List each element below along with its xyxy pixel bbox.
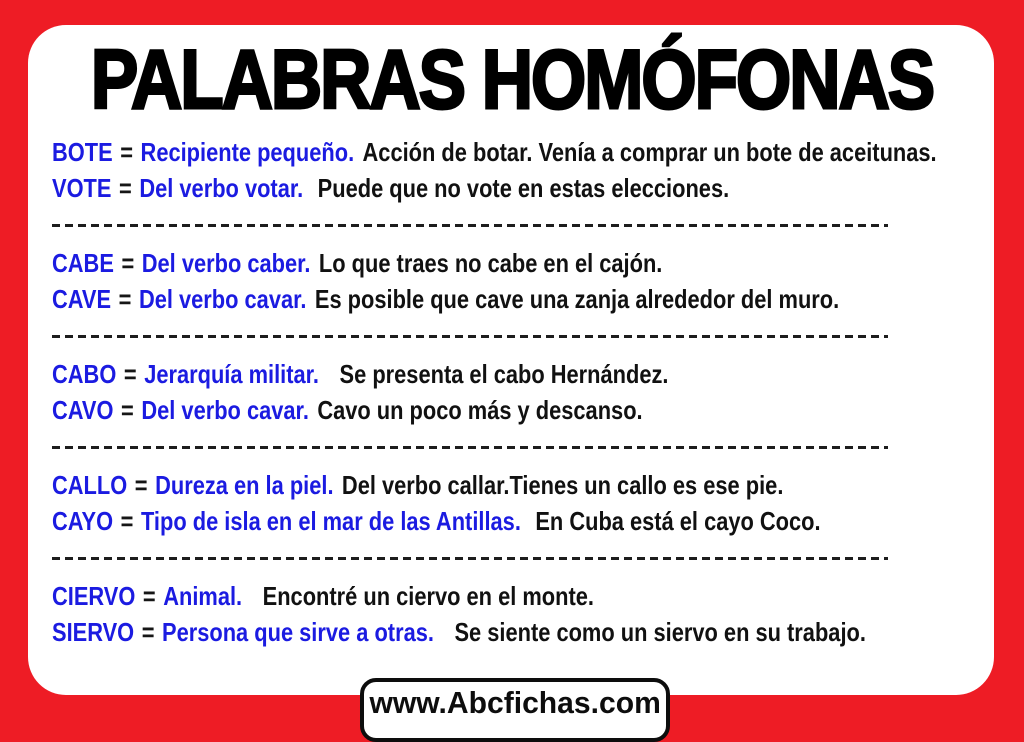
equals-sign: = [123, 358, 137, 389]
homophone-line [52, 170, 994, 206]
equals-sign: = [118, 283, 132, 314]
equals-sign: = [121, 247, 135, 278]
page-title-wrap [0, 34, 1024, 126]
term-example: Del verbo callar.Tienes un callo es ese pie. [341, 469, 784, 500]
homophone-group [52, 578, 994, 650]
dashed-divider [52, 557, 888, 560]
term-word: CABO [52, 358, 117, 389]
equals-sign: = [121, 394, 134, 425]
term-definition: Recipiente pequeño. [140, 136, 355, 167]
term-word: VOTE [52, 172, 112, 203]
homophone-group [52, 245, 994, 338]
term-word: SIERVO [52, 616, 135, 647]
term-definition: Tipo de isla en el mar de las Antillas. [140, 505, 521, 536]
homophone-line [52, 503, 994, 539]
homophone-group [52, 356, 994, 449]
term-definition: Del verbo cavar. [138, 283, 307, 314]
term-example: Puede que no vote en estas elecciones. [311, 172, 730, 203]
page-title: PALABRAS HOMÓFONAS [90, 33, 934, 127]
homophone-line [52, 134, 994, 170]
term-example: Lo que traes no cabe en el cajón. [318, 247, 663, 278]
term-example: Cavo un poco más y descanso. [317, 394, 643, 425]
dashed-divider [52, 335, 888, 338]
equals-sign: = [141, 616, 155, 647]
equals-sign: = [120, 505, 134, 536]
term-example: Se presenta el cabo Hernández. [327, 358, 669, 389]
homophone-list [52, 134, 994, 650]
term-definition: Persona que sirve a otras. [162, 616, 434, 647]
term-word: CALLO [52, 469, 128, 500]
website-url: www.Abcfichas.com [369, 685, 661, 720]
term-definition: Jerarquía militar. [144, 358, 320, 389]
homophone-line [52, 614, 994, 650]
term-example: Se siente como un siervo en su trabajo. [442, 616, 866, 647]
homophone-group [52, 467, 994, 560]
homophone-line [52, 281, 994, 317]
dashed-divider [52, 446, 888, 449]
equals-sign: = [134, 469, 148, 500]
term-definition: Del verbo cavar. [141, 394, 309, 425]
term-example: Encontré un ciervo en el monte. [250, 580, 594, 611]
homophone-line [52, 356, 994, 392]
term-word: CABE [52, 247, 114, 278]
term-definition: Animal. [163, 580, 243, 611]
term-word: CAYO [52, 505, 114, 536]
website-badge [360, 678, 670, 742]
homophone-line [52, 467, 994, 503]
homophone-group [52, 134, 994, 227]
term-definition: Del verbo votar. [139, 172, 304, 203]
dashed-divider [52, 224, 888, 227]
equals-sign: = [119, 172, 132, 203]
term-example: Acción de botar. Venía a comprar un bote de aceitunas. [362, 136, 937, 167]
term-definition: Dureza en la piel. [155, 469, 334, 500]
term-word: CIERVO [52, 580, 136, 611]
homophone-line [52, 392, 994, 428]
term-word: CAVO [52, 394, 114, 425]
equals-sign: = [142, 580, 156, 611]
term-example: En Cuba está el cayo Coco. [529, 505, 821, 536]
term-example: Es posible que cave una zanja alrededor del muro. [314, 283, 840, 314]
term-definition: Del verbo caber. [141, 247, 311, 278]
term-word: BOTE [52, 136, 113, 167]
equals-sign: = [120, 136, 133, 167]
term-word: CAVE [52, 283, 112, 314]
homophone-line [52, 578, 994, 614]
homophone-line [52, 245, 994, 281]
